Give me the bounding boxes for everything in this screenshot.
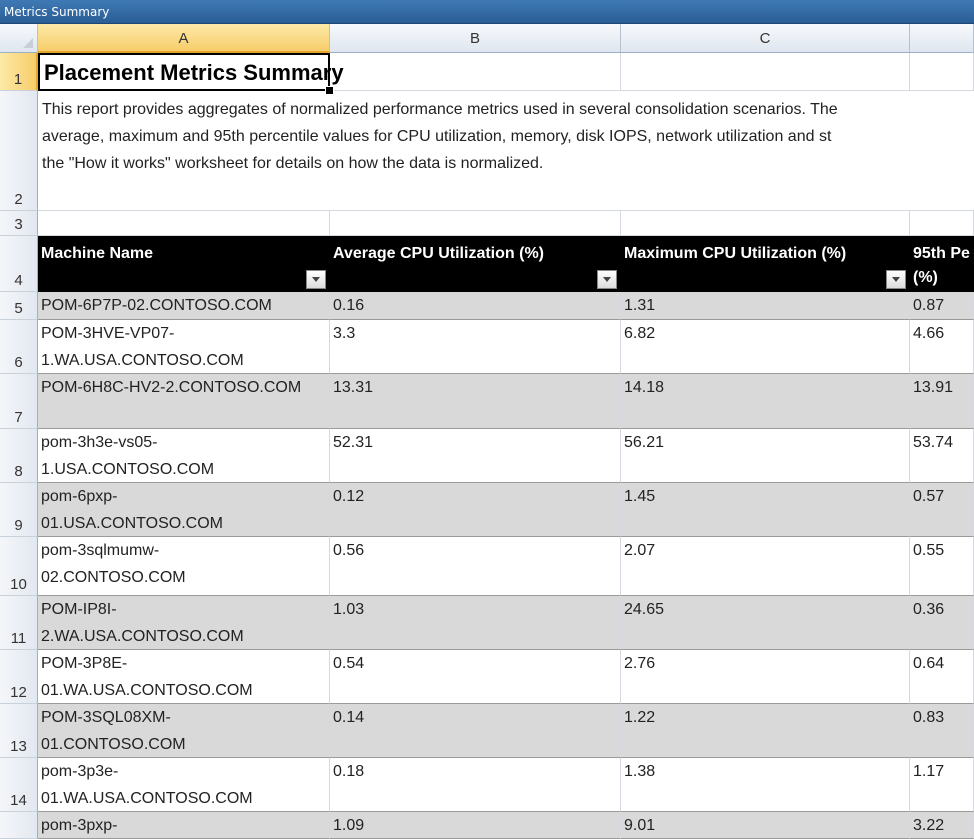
metric-value: 0.56	[333, 542, 365, 559]
column-header-a[interactable]: A	[38, 24, 330, 53]
column-header-b[interactable]: B	[330, 24, 621, 53]
table-cell-avg[interactable]	[330, 429, 621, 483]
table-cell-p95[interactable]	[910, 483, 974, 537]
machine-name-line1: pom-3h3e-vs05-	[41, 434, 158, 451]
metric-value: 0.83	[913, 709, 945, 726]
metric-value: 2.76	[624, 655, 656, 672]
cell-c3[interactable]	[621, 211, 910, 236]
machine-name-line2: 1.USA.CONTOSO.COM	[41, 461, 215, 478]
machine-name-line1: POM-3HVE-VP07-	[41, 325, 175, 342]
table-cell-max[interactable]	[621, 374, 910, 429]
machine-name-line1: POM-IP8I-	[41, 601, 117, 618]
metric-value: 3.3	[333, 325, 356, 342]
metric-value: 0.55	[913, 542, 945, 559]
metric-value: 0.18	[333, 763, 365, 780]
description-line: the "How it works" worksheet for details on how the data is normalized.	[42, 155, 544, 172]
metric-value: 1.45	[624, 488, 656, 505]
metric-value: 1.17	[913, 763, 945, 780]
table-cell-name[interactable]	[38, 758, 330, 812]
row-header-11[interactable]: 11	[0, 596, 38, 650]
table-cell-max[interactable]	[621, 812, 910, 839]
machine-name-line2: 01.USA.CONTOSO.COM	[41, 515, 223, 532]
table-cell-name[interactable]	[38, 429, 330, 483]
table-cell-max[interactable]	[621, 429, 910, 483]
metric-value: 14.18	[624, 379, 665, 396]
metric-value: 0.87	[913, 297, 945, 314]
cell-c1[interactable]	[621, 53, 910, 91]
window-title: Metrics Summary	[4, 5, 110, 19]
metric-value: 0.16	[333, 297, 365, 314]
table-cell-name[interactable]	[38, 650, 330, 704]
metric-value: 0.12	[333, 488, 365, 505]
row-header-14[interactable]: 14	[0, 758, 38, 812]
table-cell-name[interactable]	[38, 704, 330, 758]
table-cell-max[interactable]	[621, 320, 910, 374]
machine-name-line2: 1.WA.USA.CONTOSO.COM	[41, 352, 244, 369]
row-header-1[interactable]: 1	[0, 53, 38, 91]
metric-value: 53.74	[913, 434, 954, 451]
metric-value: 13.91	[913, 379, 954, 396]
cell-d3[interactable]	[910, 211, 974, 236]
table-cell-p95[interactable]	[910, 320, 974, 374]
row-header-7[interactable]: 7	[0, 374, 38, 429]
row-header-2[interactable]: 2	[0, 91, 38, 211]
row-header-9[interactable]: 9	[0, 483, 38, 537]
header-maximum-cpu[interactable]	[621, 236, 910, 292]
header-average-cpu[interactable]	[330, 236, 621, 292]
table-cell-avg[interactable]	[330, 596, 621, 650]
metric-value: 1.03	[333, 601, 365, 618]
table-cell-max[interactable]	[621, 704, 910, 758]
machine-name-line1: pom-3pxp-	[41, 817, 118, 834]
row-header-15[interactable]	[0, 812, 38, 839]
sheet-title: Placement Metrics Summary	[44, 60, 344, 85]
machine-name-line1: pom-3sqlmumw-	[41, 542, 160, 559]
filter-dropdown-icon[interactable]	[306, 270, 326, 289]
machine-name-line1: POM-3P8E-	[41, 655, 128, 672]
cell-b1[interactable]	[330, 53, 621, 91]
table-cell-avg[interactable]	[330, 650, 621, 704]
row-header-13[interactable]: 13	[0, 704, 38, 758]
machine-name-line2: 2.WA.USA.CONTOSO.COM	[41, 628, 244, 645]
table-cell-avg[interactable]	[330, 812, 621, 839]
row-header-6[interactable]: 6	[0, 320, 38, 374]
row-header-10[interactable]: 10	[0, 537, 38, 596]
table-cell-avg[interactable]	[330, 704, 621, 758]
table-cell-p95[interactable]	[910, 812, 974, 839]
table-cell-p95[interactable]	[910, 704, 974, 758]
table-cell-name[interactable]	[38, 292, 330, 320]
table-cell-name[interactable]	[38, 374, 330, 429]
table-cell-name[interactable]	[38, 812, 330, 839]
description-line: This report provides aggregates of normalized performance metrics used in several consolidation scenarios. The	[42, 101, 838, 118]
metric-value: 24.65	[624, 601, 665, 618]
row-header-12[interactable]: 12	[0, 650, 38, 704]
table-cell-avg[interactable]	[330, 320, 621, 374]
machine-name-line1: pom-3p3e-	[41, 763, 119, 780]
table-cell-p95[interactable]	[910, 758, 974, 812]
table-cell-p95[interactable]	[910, 429, 974, 483]
cell-d1[interactable]	[910, 53, 974, 91]
machine-name-line1: pom-6pxp-	[41, 488, 118, 505]
row-header-8[interactable]: 8	[0, 429, 38, 483]
table-cell-avg[interactable]	[330, 292, 621, 320]
table-cell-p95[interactable]	[910, 650, 974, 704]
metric-value: 9.01	[624, 817, 656, 834]
header-machine-name[interactable]	[38, 236, 330, 292]
machine-name-line2: 01.WA.USA.CONTOSO.COM	[41, 682, 253, 699]
metric-value: 4.66	[913, 325, 945, 342]
metric-value: 1.38	[624, 763, 656, 780]
cell-b3[interactable]	[330, 211, 621, 236]
header-label: 95th Pe	[913, 245, 970, 262]
header-label: Average CPU Utilization (%)	[333, 245, 544, 262]
filter-dropdown-icon[interactable]	[886, 270, 906, 289]
metric-value: 3.22	[913, 817, 945, 834]
table-cell-max[interactable]	[621, 292, 910, 320]
table-cell-avg[interactable]	[330, 483, 621, 537]
metric-value: 6.82	[624, 325, 656, 342]
row-header-3[interactable]: 3	[0, 211, 38, 236]
metric-value: 0.14	[333, 709, 365, 726]
column-header-d[interactable]	[910, 24, 974, 53]
table-cell-max[interactable]	[621, 596, 910, 650]
metric-value: 1.31	[624, 297, 656, 314]
table-cell-p95[interactable]	[910, 374, 974, 429]
metric-value: 0.64	[913, 655, 945, 672]
table-cell-name[interactable]	[38, 537, 330, 596]
filter-dropdown-icon[interactable]	[597, 270, 617, 289]
table-cell-name[interactable]	[38, 483, 330, 537]
machine-name-line1: POM-3SQL08XM-	[41, 709, 171, 726]
table-cell-name[interactable]	[38, 596, 330, 650]
table-cell-p95[interactable]	[910, 596, 974, 650]
header-label: Machine Name	[41, 245, 154, 262]
row-header-5[interactable]: 5	[0, 292, 38, 320]
metric-value: 0.57	[913, 488, 945, 505]
machine-name-line1: POM-6P7P-02.CONTOSO.COM	[41, 297, 272, 314]
select-all-corner[interactable]	[0, 24, 38, 53]
spreadsheet-grid[interactable]	[0, 24, 974, 839]
table-cell-avg[interactable]	[330, 537, 621, 596]
window-titlebar	[0, 0, 974, 24]
metric-value: 13.31	[333, 379, 374, 396]
machine-name-line2: 01.CONTOSO.COM	[41, 736, 186, 753]
description-line: average, maximum and 95th percentile values for CPU utilization, memory, disk IOPS, network utilization and st	[42, 128, 832, 145]
metric-value: 1.09	[333, 817, 365, 834]
table-cell-avg[interactable]	[330, 374, 621, 429]
machine-name-line2: 01.WA.USA.CONTOSO.COM	[41, 790, 253, 807]
table-cell-max[interactable]	[621, 537, 910, 596]
metric-value: 0.36	[913, 601, 945, 618]
table-cell-p95[interactable]	[910, 537, 974, 596]
machine-name-line2: 02.CONTOSO.COM	[41, 569, 186, 586]
header-label-line2: (%)	[913, 269, 938, 286]
metric-value: 56.21	[624, 434, 665, 451]
cell-a3[interactable]	[38, 211, 330, 236]
table-cell-max[interactable]	[621, 758, 910, 812]
table-cell-p95[interactable]	[910, 292, 974, 320]
machine-name-line1: POM-6H8C-HV2-2.CONTOSO.COM	[41, 379, 302, 396]
column-header-c[interactable]: C	[621, 24, 910, 53]
metric-value: 0.54	[333, 655, 365, 672]
table-cell-max[interactable]	[621, 650, 910, 704]
header-label: Maximum CPU Utilization (%)	[624, 245, 847, 262]
table-cell-name[interactable]	[38, 320, 330, 374]
header-95th-percentile[interactable]	[910, 236, 974, 292]
metric-value: 2.07	[624, 542, 656, 559]
fill-handle[interactable]	[325, 86, 334, 95]
metric-value: 52.31	[333, 434, 374, 451]
metric-value: 1.22	[624, 709, 656, 726]
table-cell-max[interactable]	[621, 483, 910, 537]
row-header-4[interactable]: 4	[0, 236, 38, 292]
table-cell-avg[interactable]	[330, 758, 621, 812]
report-description	[42, 96, 974, 177]
